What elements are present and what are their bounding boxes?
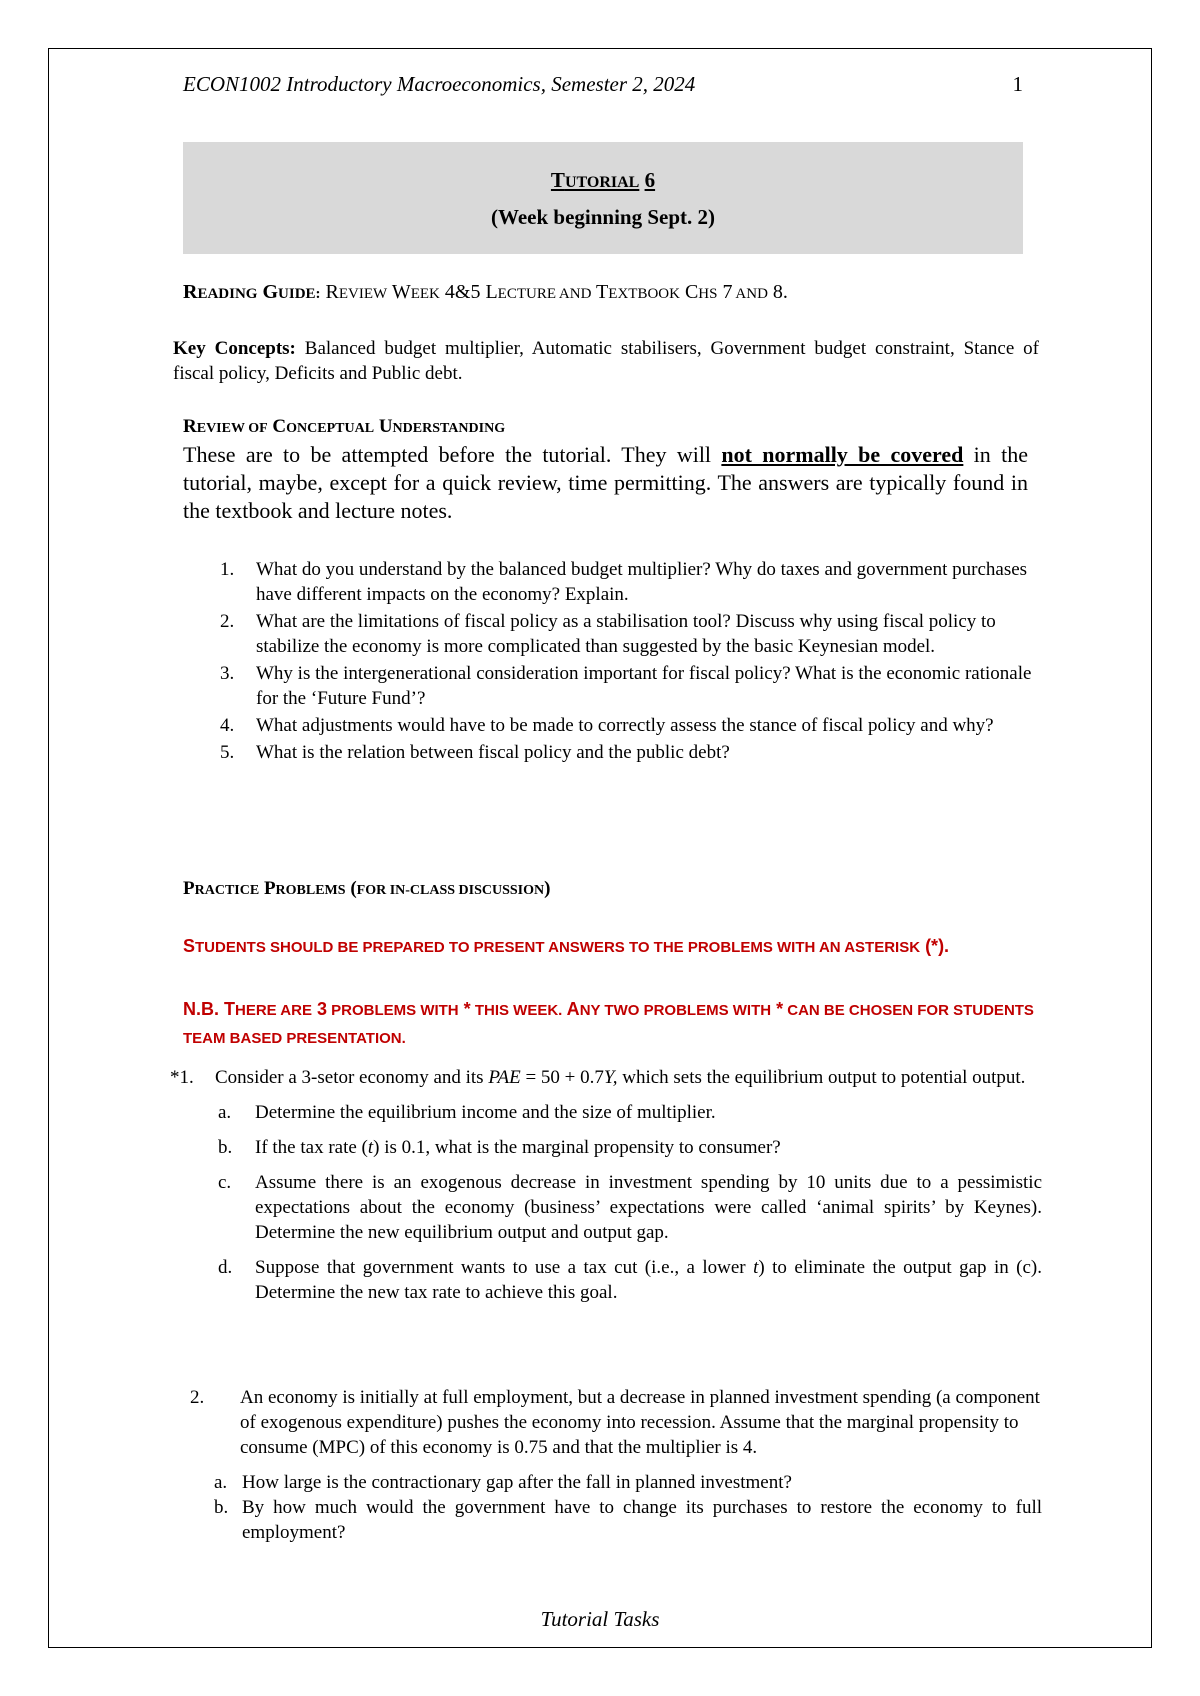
problem-1-var-y: Y, (603, 1067, 618, 1088)
question-text: What is the relation between fiscal policy and the public debt? (256, 742, 730, 763)
question-number: 1. (220, 559, 235, 580)
problem-2-text: An economy is initially at full employment, but a decrease in planned investment spending (a component of exogenous expenditure) pushes the economy into recession. Assume that the marginal propensity to consume (MPC) of this economy is 0.75 and that the multiplier is 4. (240, 1387, 1040, 1458)
problem-number: *1. (170, 1067, 194, 1088)
nb-note (183, 995, 1043, 1053)
problem-number: 2. (190, 1387, 205, 1408)
part-label: b. (214, 1497, 229, 1518)
problem-1-text-b: = 50 + 0.7 (520, 1067, 604, 1088)
students-note-big-1: (*). (920, 936, 950, 956)
key-concepts-label: Key Concepts: (173, 338, 296, 359)
reading-guide-label-r: R (183, 281, 198, 303)
part-text: ) is 0.1, what is the marginal propensity to consumer? (373, 1137, 781, 1158)
review-heading-big-1: C (267, 416, 287, 437)
problem-1-text-a: Consider a 3-setor economy and its (215, 1067, 489, 1088)
problem-1-part-a (170, 1100, 1042, 1125)
nb-note-small-3: NY TWO PROBLEMS WITH (579, 1002, 772, 1019)
nb-note-big-0: N.B. T (183, 999, 235, 1019)
nb-note-small-0: HERE ARE (235, 1002, 312, 1019)
nb-note-small-1: PROBLEMS WITH (326, 1002, 459, 1019)
practice-heading (183, 878, 550, 900)
review-intro (183, 441, 1028, 525)
nb-note-big-4: * (771, 999, 784, 1019)
reading-guide-label-rest: EADING (197, 286, 258, 302)
question-number: 4. (220, 715, 235, 736)
part-text: By how much would the government have to change its purchases to restore the economy to full employment? (242, 1497, 1042, 1543)
problem-1 (170, 1065, 1042, 1305)
title-number: 6 (644, 168, 656, 192)
question-number: 3. (220, 663, 235, 684)
review-question-list (208, 557, 1038, 767)
reading-text-big-5: 7 (717, 281, 733, 303)
page-header (183, 72, 1023, 106)
reading-text-small-4: HS (698, 286, 718, 302)
question-text: What adjustments would have to be made to correctly assess the stance of fiscal policy and why? (256, 715, 994, 736)
reading-text-small-5: AND (732, 286, 768, 302)
problem-1-part-b (170, 1135, 1042, 1160)
review-heading-small-1: ONCEPTUAL (286, 421, 375, 436)
course-title: ECON1002 Introductory Macroeconomics, Semester 2, 2024 (183, 72, 696, 96)
reading-text-big-4: C (679, 281, 699, 303)
page-number: 1 (1012, 72, 1023, 96)
practice-heading-big-2: ( (345, 878, 357, 899)
problem-1-part-c (170, 1170, 1042, 1245)
practice-heading-big-0: P (183, 878, 195, 899)
part-text: Determine the equilibrium income and the size of multiplier. (255, 1102, 716, 1123)
key-concepts (173, 336, 1039, 386)
part-text: How large is the contractionary gap after the fall in planned investment? (242, 1472, 792, 1493)
part-text: If the tax rate ( (255, 1137, 368, 1158)
problem-1-text-c: which sets the equilibrium output to potential output. (617, 1067, 1026, 1088)
part-text: Suppose that government wants to use a tax cut (i.e., a lower (255, 1257, 754, 1278)
tutorial-title-box (183, 142, 1023, 254)
problem-1-var-pae: PAE (488, 1067, 521, 1088)
problem-2-part-a (190, 1470, 1042, 1495)
reading-text-small-1: EEK (410, 286, 440, 302)
review-heading-big-2: U (374, 416, 393, 437)
part-label: d. (218, 1257, 233, 1278)
question-number: 5. (220, 742, 235, 763)
nb-note-big-3: A (562, 999, 580, 1019)
problem-1-stem (170, 1065, 1042, 1090)
title-first-letter: T (550, 168, 565, 192)
reading-text-big-2: 4&5 L (439, 281, 498, 303)
list-item (208, 740, 1038, 765)
review-intro-emphasis: not normally be covered (721, 442, 964, 467)
reading-text-big-3: T (591, 281, 609, 303)
review-heading-small-2: NDERSTANDING (392, 421, 506, 436)
list-item (208, 609, 1038, 659)
question-text: What are the limitations of fiscal policy as a stabilisation tool? Discuss why using fiscal policy to stabilize the economy is more complicated than suggested by the basic Keynesian model. (256, 611, 996, 657)
part-text: ) to eliminate the output gap in (c). Determine the new tax rate to achieve this goal. (255, 1257, 1042, 1303)
part-var-t: t (753, 1257, 759, 1278)
practice-heading-big-3: ) (544, 878, 551, 899)
practice-heading-small-0: RACTICE (194, 883, 260, 898)
practice-heading-small-2: FOR IN-CLASS DISCUSSION (356, 883, 545, 898)
problem-2 (190, 1385, 1042, 1545)
key-concepts-text: Balanced budget multiplier, Automatic stabilisers, Government budget constraint, Stance of fiscal policy, Deficits and Public debt. (173, 338, 1039, 384)
review-heading-big-0: R (183, 416, 197, 437)
reading-text-big-0: R (325, 281, 339, 303)
students-note-big-0: S (183, 936, 196, 956)
problem-2-parts (190, 1470, 1042, 1545)
practice-heading-big-1: P (259, 878, 276, 899)
problem-1-part-d (170, 1255, 1042, 1305)
list-item (208, 713, 1038, 738)
students-note-small-0: TUDENTS SHOULD BE PREPARED TO PRESENT ANSWERS TO THE PROBLEMS WITH AN ASTERISK (195, 939, 921, 956)
reading-guide-label-g: G (262, 281, 279, 303)
reading-text-big-1: W (387, 281, 411, 303)
question-number: 2. (220, 611, 235, 632)
part-label: c. (218, 1172, 232, 1193)
list-item (208, 557, 1038, 607)
part-var-t: t (367, 1137, 374, 1158)
review-intro-before: These are to be attempted before the tutorial. They will (183, 442, 722, 467)
reading-guide (183, 281, 788, 304)
students-note (183, 936, 949, 957)
nb-note-small-4: CAN BE CHOSEN FOR STUDENTS TEAM BASED PRESENTATION. (183, 1002, 1034, 1047)
part-label: b. (218, 1137, 233, 1158)
practice-heading-small-1: ROBLEMS (275, 883, 346, 898)
problem-2-stem (190, 1385, 1042, 1460)
nb-note-big-1: 3 (311, 999, 327, 1019)
page-footer: Tutorial Tasks (540, 1607, 660, 1631)
review-intro-after: in the tutorial, maybe, except for a quick review, time permitting. The answers are typically found in the textbook and lecture notes. (183, 442, 1028, 523)
part-label: a. (218, 1102, 232, 1123)
reading-guide-label-rest2: UIDE: (278, 286, 321, 302)
problem-2-part-b (190, 1495, 1042, 1545)
reading-text-big-6: 8. (767, 281, 788, 303)
reading-text-small-0: EVIEW (338, 286, 388, 302)
tutorial-subtitle: (Week beginning Sept. 2) (490, 205, 716, 229)
question-text: Why is the intergenerational consideration important for fiscal policy? What is the economic rationale for the ‘Future Fund’? (256, 663, 1032, 709)
nb-note-big-2: * (458, 999, 471, 1019)
question-text: What do you understand by the balanced budget multiplier? Why do taxes and government purchases have different impacts on the economy? Explain. (256, 559, 1028, 605)
review-heading-small-0: EVIEW OF (196, 421, 268, 436)
part-text: Assume there is an exogenous decrease in investment spending by 10 units due to a pessimistic expectations about the economy (business’ expectations were called ‘animal spirits’ by Keynes). Determine the new equilibrium output and output gap. (255, 1172, 1042, 1243)
reading-text-small-2: ECTURE AND (497, 286, 592, 302)
nb-note-small-2: THIS WEEK. (470, 1002, 563, 1019)
title-rest: UTORIAL (564, 174, 640, 191)
tutorial-title (183, 168, 1023, 193)
reading-text-small-3: EXTBOOK (608, 286, 680, 302)
list-item (208, 661, 1038, 711)
review-heading (183, 416, 505, 438)
reading-guide-text (326, 281, 788, 303)
part-label: a. (214, 1472, 228, 1493)
